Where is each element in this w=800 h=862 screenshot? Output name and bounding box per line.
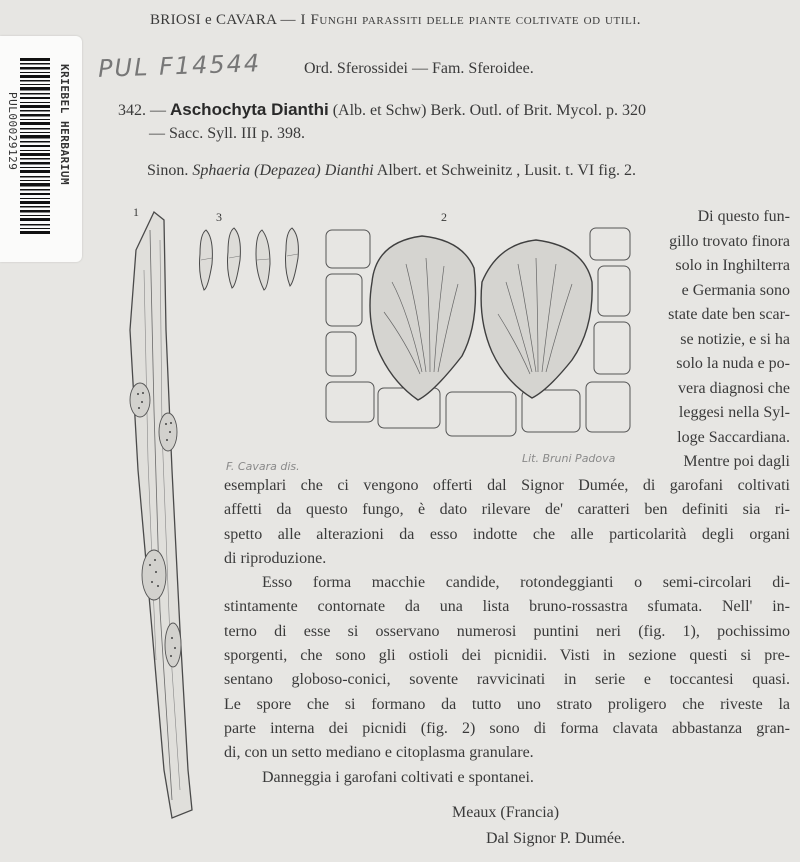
synonym-prefix: Sinon. [147, 162, 189, 179]
species-name: Aschochyta Dianthi [170, 100, 329, 119]
running-head [150, 12, 770, 29]
figure-2-label: 2 [441, 210, 447, 224]
herbarium-name: KRIEBEL HERBARIUM [58, 64, 71, 186]
side-line: gillo trovato finora [669, 232, 790, 250]
body-line: stintamente contornate da una lista bruno-rossastra sfumata. Nell' in- [224, 598, 790, 616]
handwritten-accession-id: PUL F14544 [97, 49, 262, 83]
side-line: se notizie, e si ha [680, 330, 790, 348]
entry-dash: — [150, 102, 166, 119]
figure-1-leaf-illustration [120, 210, 200, 820]
side-line: state date ben scar- [668, 306, 790, 323]
body-line: spetto alle alterazioni da esso indotte che alle particolarità degli organi [224, 525, 790, 543]
side-line: solo in Inghilterra [675, 257, 790, 274]
side-line: solo la nuda e po- [676, 355, 790, 372]
body-line: di riproduzione. [224, 549, 327, 567]
body-line: Danneggia i garofani coltivati e spontanei. [262, 768, 534, 786]
species-citation: (Alb. et Schw) Berk. Outl. of Brit. Mycol. p. 320 [332, 102, 646, 119]
synonym-line [147, 162, 787, 180]
body-line: parte interna dei picnidi (fig. 2) sono di forma clavata abbastanza gran- [224, 719, 790, 737]
entry-number: 342. [118, 102, 146, 119]
body-line: sentano globoso-conici, sovente ravvicinati in serie e toccantesi quasi. [224, 671, 790, 689]
side-line: Di questo fun- [697, 208, 790, 225]
side-line: vera diagnosi che [678, 379, 790, 397]
body-line: sporgenti, che sono gli ostioli dei picnidii. Visti in sezione questi si pre- [224, 647, 790, 665]
figure-credit-lithographer: Lit. Bruni Padova [522, 452, 616, 465]
barcode-graphic [20, 58, 50, 236]
body-line: esemplari che ci vengono offerti dal Signor Dumée, di garofani coltivati [224, 477, 790, 494]
side-line: e Germania sono [681, 281, 790, 299]
header-series-title: — I Funghi parassiti delle piante coltivate od utili. [280, 12, 642, 28]
figure-credit-artist: F. Cavara dis. [226, 460, 300, 473]
body-line: affetti da questo fungo, è dato rilevare de' caratteri ben definiti sia ri- [224, 501, 790, 519]
specimen-barcode-label [0, 36, 82, 262]
header-authors: BRIOSI e CAVARA [150, 12, 277, 28]
body-line: Esso forma macchie candide, rotondeggianti o semi-circolari di- [262, 574, 790, 592]
figure-3-label: 3 [216, 210, 222, 224]
figure-1-label: 1 [133, 205, 139, 219]
species-entry [118, 98, 788, 145]
side-line: leggesi nella Syl- [678, 404, 790, 421]
classification-line: Ord. Sferossidei — Fam. Sferoidee. [304, 60, 534, 77]
body-line: Le spore che si formano da tutto uno strato proligero che riveste la [224, 695, 790, 713]
species-citation-continued: — Sacc. Syll. III p. 398. [149, 125, 305, 142]
side-paragraph [650, 205, 790, 475]
synonym-authority: Albert. et Schweinitz , Lusit. t. VI fig. 2. [376, 162, 636, 179]
body-line: di, con un setto mediano e citoplasma granulare. [224, 744, 534, 762]
collector: Dal Signor P. Dumée. [486, 830, 626, 847]
figure-3-spores-illustration [192, 224, 310, 296]
side-line: Mentre poi dagli [683, 453, 790, 470]
side-line: loge Saccardiana. [677, 428, 790, 446]
figure-2-pycnidia-section-illustration [322, 222, 634, 446]
body-line: terno di esse si osservano numerosi puntini neri (fig. 1), pochissimo [224, 622, 790, 640]
synonym-genus: Sphaeria (Depazea) Dianthi [192, 162, 374, 179]
locality: Meaux (Francia) [452, 804, 560, 821]
main-paragraphs [224, 474, 790, 790]
barcode-number: PUL00029129 [6, 92, 19, 171]
